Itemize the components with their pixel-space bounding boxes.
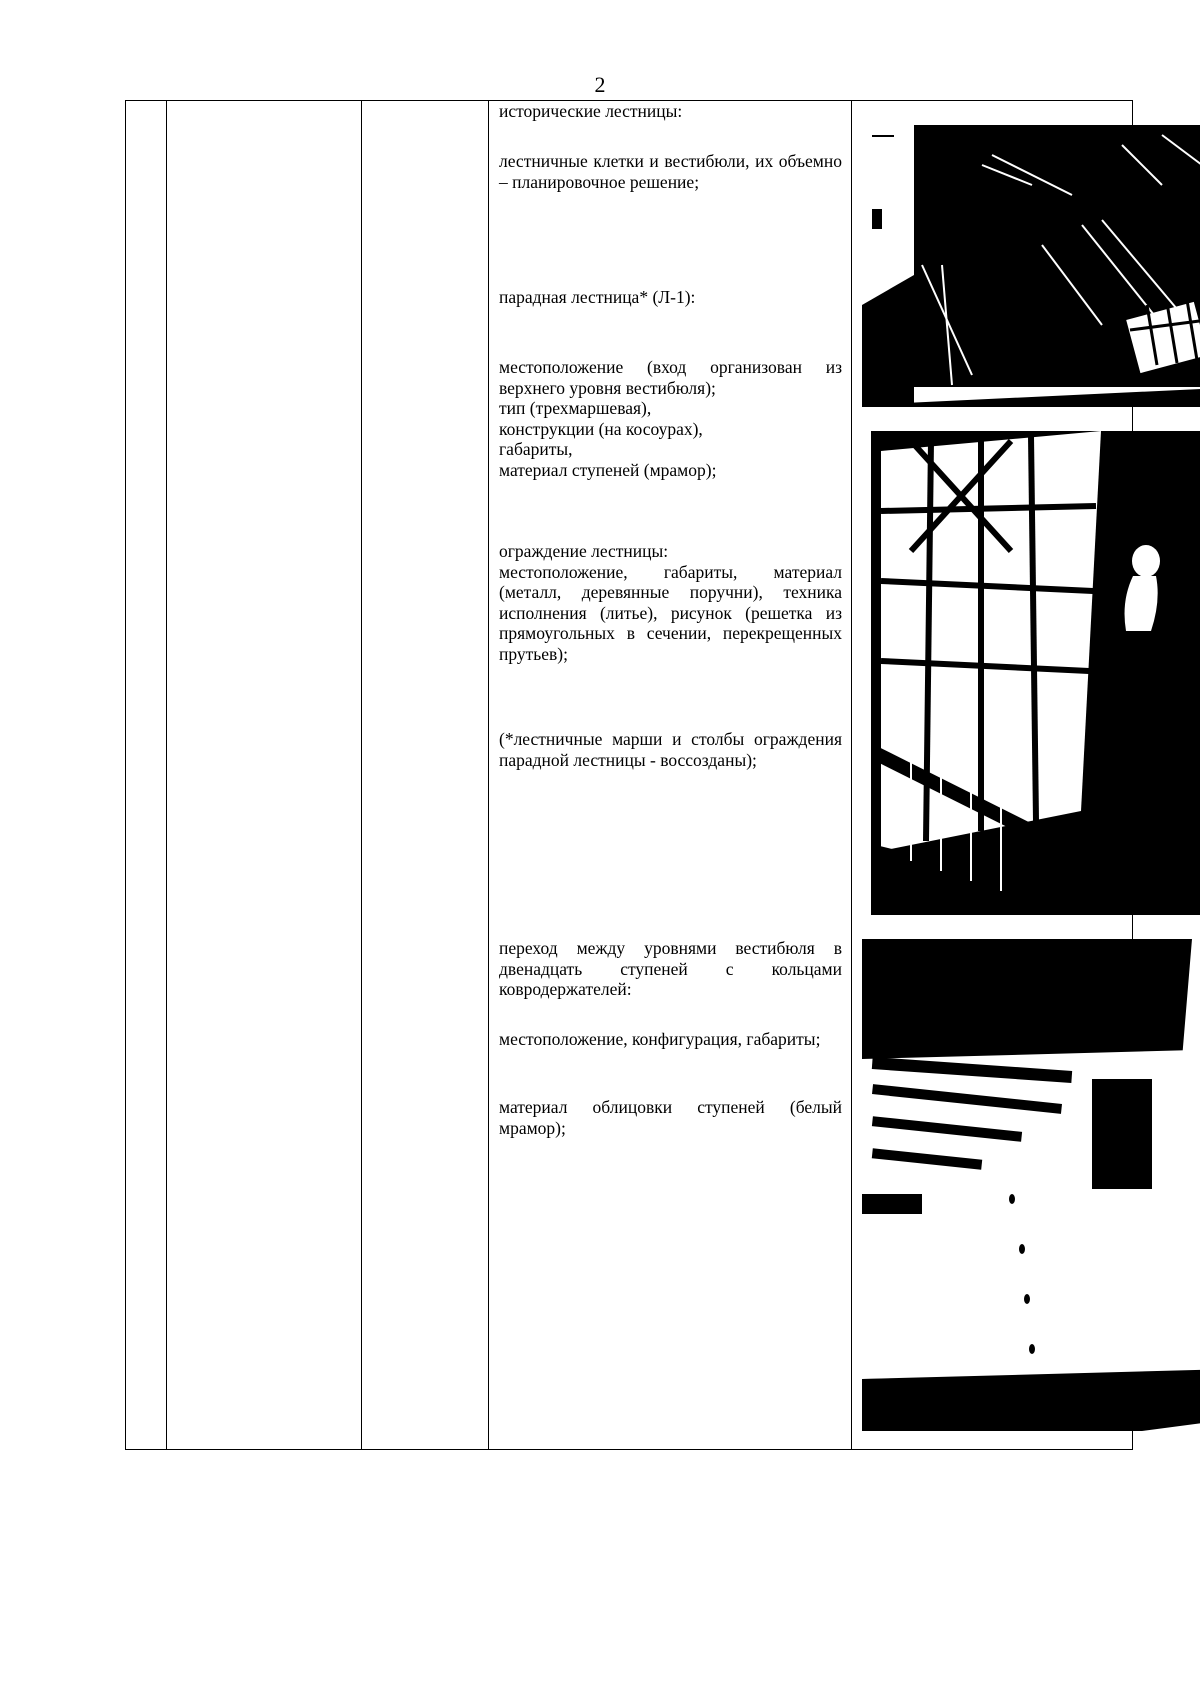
column-divider <box>488 101 489 1449</box>
column-divider <box>361 101 362 1449</box>
text-stairwells <box>499 151 842 192</box>
paragraph: переход между уровнями вестибюля в двенадцать ступеней с кольцами ковродержателей: <box>499 938 842 999</box>
paragraph: тип (трехмаршевая), <box>499 398 652 418</box>
text-reconstruction-note <box>499 729 842 770</box>
paragraph: местоположение (вход организован из верхнего уровня вестибюля); <box>499 357 842 398</box>
paragraph: местоположение, конфигурация, габариты; <box>499 1029 821 1049</box>
marble-steps-photo <box>862 939 1200 1431</box>
paragraph: лестничные клетки и вестибюли, их объемно – планировочное решение; <box>499 151 842 192</box>
page-number: 2 <box>594 72 606 97</box>
text-vestibule-transition <box>499 938 842 1000</box>
paragraph: габариты, <box>499 439 573 459</box>
text-historic-stairs <box>499 101 842 122</box>
paragraph: местоположение, габариты, материал (металл, деревянные поручни), техника исполнения (литье), рисунок (решетка из прямоугольных в сечении, перекрещенных прутьев); <box>499 561 842 664</box>
document-table <box>125 100 1133 1450</box>
staircase-railing-photo <box>871 431 1200 915</box>
column-divider <box>166 101 167 1449</box>
railing-photo-graphic <box>871 431 1200 915</box>
paragraph: конструкции (на косоурах), <box>499 418 703 439</box>
paragraph: (*лестничные марши и столбы ограждения парадной лестницы - воссозданы); <box>499 729 842 770</box>
steps-photo-graphic <box>862 939 1200 1431</box>
stairwell-photo-graphic <box>862 125 1200 407</box>
paragraph: материал ступеней (мрамор); <box>499 459 717 480</box>
text-main-staircase <box>499 287 842 308</box>
text-step-material <box>499 1097 842 1138</box>
text-railing <box>499 541 842 664</box>
paragraph: ограждение лестницы: <box>499 541 669 561</box>
column-divider <box>851 101 852 1449</box>
paragraph: материал облицовки ступеней (белый мрамор); <box>499 1097 842 1138</box>
paragraph: исторические лестницы: <box>499 101 683 121</box>
text-staircase-details <box>499 357 842 480</box>
stairwell-skylight-photo <box>862 125 1200 407</box>
paragraph: парадная лестница* (Л-1): <box>499 287 696 307</box>
text-location-config <box>499 1029 842 1050</box>
